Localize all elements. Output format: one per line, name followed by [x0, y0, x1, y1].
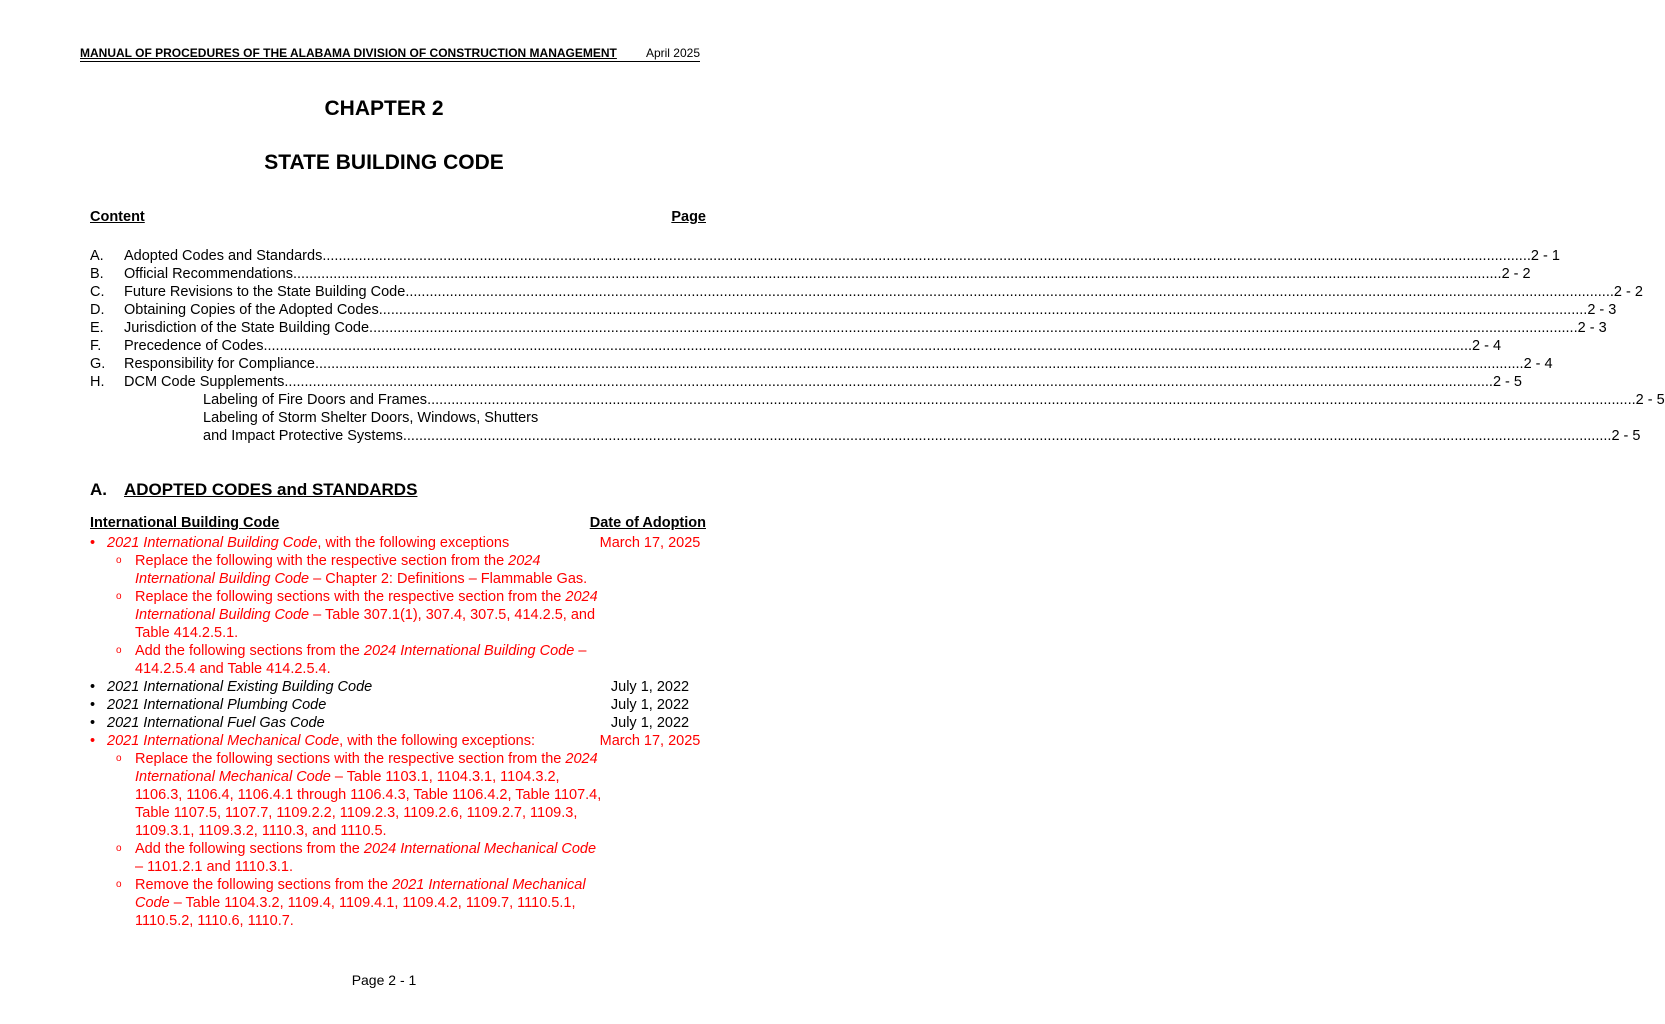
toc-leader: ............................................................................................................................................................................................................................................................................................................ [369, 320, 1578, 336]
toc-letter: F. [90, 338, 102, 354]
toc-row[interactable] [90, 265, 1531, 283]
toc-row[interactable] [90, 301, 1617, 319]
chapter-title: STATE BUILDING CODE [264, 151, 504, 174]
page-header [80, 45, 700, 62]
toc-page: 2 - 5 [1492, 374, 1522, 390]
toc-title: Future Revisions to the State Building Code [124, 284, 406, 300]
toc-header [90, 209, 706, 229]
bullet-icon: • [90, 715, 96, 731]
toc-title: Responsibility for Compliance [124, 356, 315, 372]
toc-letter: G. [90, 356, 106, 372]
sub-item: o Add the following sections from the 2024 International Building Code – 414.2.5.4 and Table 414.2.5.4. [116, 643, 587, 677]
toc-title: Obtaining Copies of the Adopted Codes [124, 302, 379, 318]
toc-page: 2 - 1 [1530, 248, 1560, 264]
sub-item: o Replace the following sections with the respective section from the 2024 International Mechanical Code – Table 1103.1, 1104.3.1, 1104.3.2, 1106.3, 1106.4, 1106.4.1 through 1106.4.3, Table 1106.4.2, Table 1107.4, Table 1107.5, 1107.7, 1109.2.2, 1109.2.3, 1109.2.6, 1109.2.7, 1109.3, 1109.3.1, 1109.3.2, 1110.3, and 1110.5. [116, 751, 602, 839]
sub-item: o Add the following sections from the 2024 International Mechanical Code – 1101.2.1 and 1110.3.1. [116, 841, 597, 875]
toc-page: 2 - 2 [1501, 266, 1531, 282]
sub-item: o Replace the following sections with the respective section from the 2024 International Building Code – Table 307.1(1), 307.4, 307.5, 414.2.5, and Table 414.2.5.1. [116, 589, 598, 641]
toc-title: DCM Code Supplements [124, 374, 285, 390]
list-item [90, 678, 706, 696]
bullet-icon: • [90, 535, 96, 551]
toc-leader: ............................................................................................................................................................................................................................................................................................................ [322, 248, 1531, 264]
chapter-number: CHAPTER 2 [324, 97, 444, 120]
adoption-date: March 17, 2025 [599, 535, 701, 551]
toc-title: Precedence of Codes [124, 338, 264, 354]
code-name: 2021 International Building Code [107, 535, 318, 551]
toc-title: Labeling of Storm Shelter Doors, Windows, Shutters [203, 410, 539, 426]
toc-page: 2 - 4 [1523, 356, 1553, 372]
adoption-date: July 1, 2022 [610, 679, 690, 695]
list-item [90, 732, 706, 930]
list-item [90, 714, 706, 732]
toc-row[interactable] [90, 337, 1502, 355]
hollow-circle-icon: o [116, 645, 122, 656]
bullet-icon: • [90, 697, 96, 713]
hollow-circle-icon: o [116, 591, 122, 602]
code-name: 2021 International Mechanical Code [107, 733, 340, 749]
toc-letter: C. [90, 284, 105, 300]
toc-page: 2 - 5 [1635, 392, 1665, 408]
toc-letter: B. [90, 266, 104, 282]
toc-leader: ............................................................................................................................................................................................................................................................................................................ [284, 374, 1493, 390]
list-item [90, 534, 706, 678]
toc-leader: ............................................................................................................................................................................................................................................................................................................ [405, 284, 1614, 300]
hollow-circle-icon: o [116, 753, 122, 764]
toc-subrow[interactable] [90, 427, 1641, 445]
adopted-codes-list [90, 534, 706, 930]
toc-title: Official Recommendations [124, 266, 293, 282]
toc-title: and Impact Protective Systems [203, 428, 403, 444]
toc-page: 2 - 3 [1577, 320, 1607, 336]
toc-row[interactable] [90, 319, 1607, 337]
sub-item: o Replace the following with the respective section from the 2024 International Building Code – Chapter 2: Definitions – Flammable Gas. [116, 553, 588, 587]
list-item [90, 696, 706, 714]
code-name: 2021 International Existing Building Code [107, 679, 373, 695]
toc-title: Jurisdiction of the State Building Code [124, 320, 370, 336]
toc-leader: ............................................................................................................................................................................................................................................................................................................ [315, 356, 1524, 372]
toc-row[interactable] [90, 247, 1560, 265]
sub-item: o Remove the following sections from the 2021 International Mechanical Code – Table 1104.3.2, 1109.4, 1109.4.1, 1109.4.2, 1109.7, 1110.5.1, 1110.5.2, 1110.6, 1110.7. [116, 877, 586, 929]
date-column-label: Date of Adoption [589, 515, 706, 531]
bullet-icon: • [90, 733, 96, 749]
toc-leader: ............................................................................................................................................................................................................................................................................................................ [402, 428, 1612, 444]
adoption-date: July 1, 2022 [610, 715, 690, 731]
page-number: Page 2 - 1 [351, 972, 417, 988]
adoption-date: July 1, 2022 [610, 697, 690, 713]
toc-leader: ............................................................................................................................................................................................................................................................................................................ [263, 338, 1473, 354]
toc-subrow[interactable] [90, 391, 1665, 409]
toc-page-label: Page [671, 209, 706, 225]
toc-letter: A. [90, 248, 104, 264]
toc-leader: ............................................................................................................................................................................................................................................................................................................ [378, 302, 1588, 318]
code-name: 2021 International Fuel Gas Code [107, 715, 325, 731]
toc-leader: ............................................................................................................................................................................................................................................................................................................ [292, 266, 1502, 282]
toc-row[interactable] [90, 373, 1522, 391]
adoption-date: March 17, 2025 [599, 733, 701, 749]
toc-page: 2 - 2 [1613, 284, 1643, 300]
toc-content-label: Content [90, 209, 145, 225]
code-column-label: International Building Code [90, 515, 280, 531]
hollow-circle-icon: o [116, 879, 122, 890]
section-letter: A. [90, 480, 107, 499]
section-heading [90, 480, 417, 500]
code-note: , with the following exceptions [317, 535, 510, 551]
hollow-circle-icon: o [116, 843, 122, 854]
toc-title: Adopted Codes and Standards [124, 248, 323, 264]
section-title: ADOPTED CODES and STANDARDS [124, 480, 418, 499]
header-date: April 2025 [645, 46, 700, 60]
toc-letter: H. [90, 374, 105, 390]
bullet-icon: • [90, 679, 96, 695]
toc-leader: ............................................................................................................................................................................................................................................................................................................ [427, 392, 1636, 408]
hollow-circle-icon: o [116, 555, 122, 566]
toc-letter: D. [90, 302, 105, 318]
table-of-contents [90, 247, 1665, 445]
toc-title: Labeling of Fire Doors and Frames [203, 392, 428, 408]
toc-row[interactable] [90, 283, 1643, 301]
code-name: 2021 International Plumbing Code [107, 697, 327, 713]
toc-letter: E. [90, 320, 104, 336]
codes-column-header [90, 515, 706, 533]
toc-subrow[interactable] [90, 409, 706, 427]
toc-row[interactable] [90, 355, 1553, 373]
toc-page: 2 - 4 [1472, 338, 1502, 354]
toc-page: 2 - 3 [1587, 302, 1617, 318]
code-note: , with the following exceptions: [339, 733, 536, 749]
toc-page: 2 - 5 [1611, 428, 1641, 444]
manual-title: MANUAL OF PROCEDURES OF THE ALABAMA DIVISION OF CONSTRUCTION MANAGEMENT [80, 46, 617, 60]
